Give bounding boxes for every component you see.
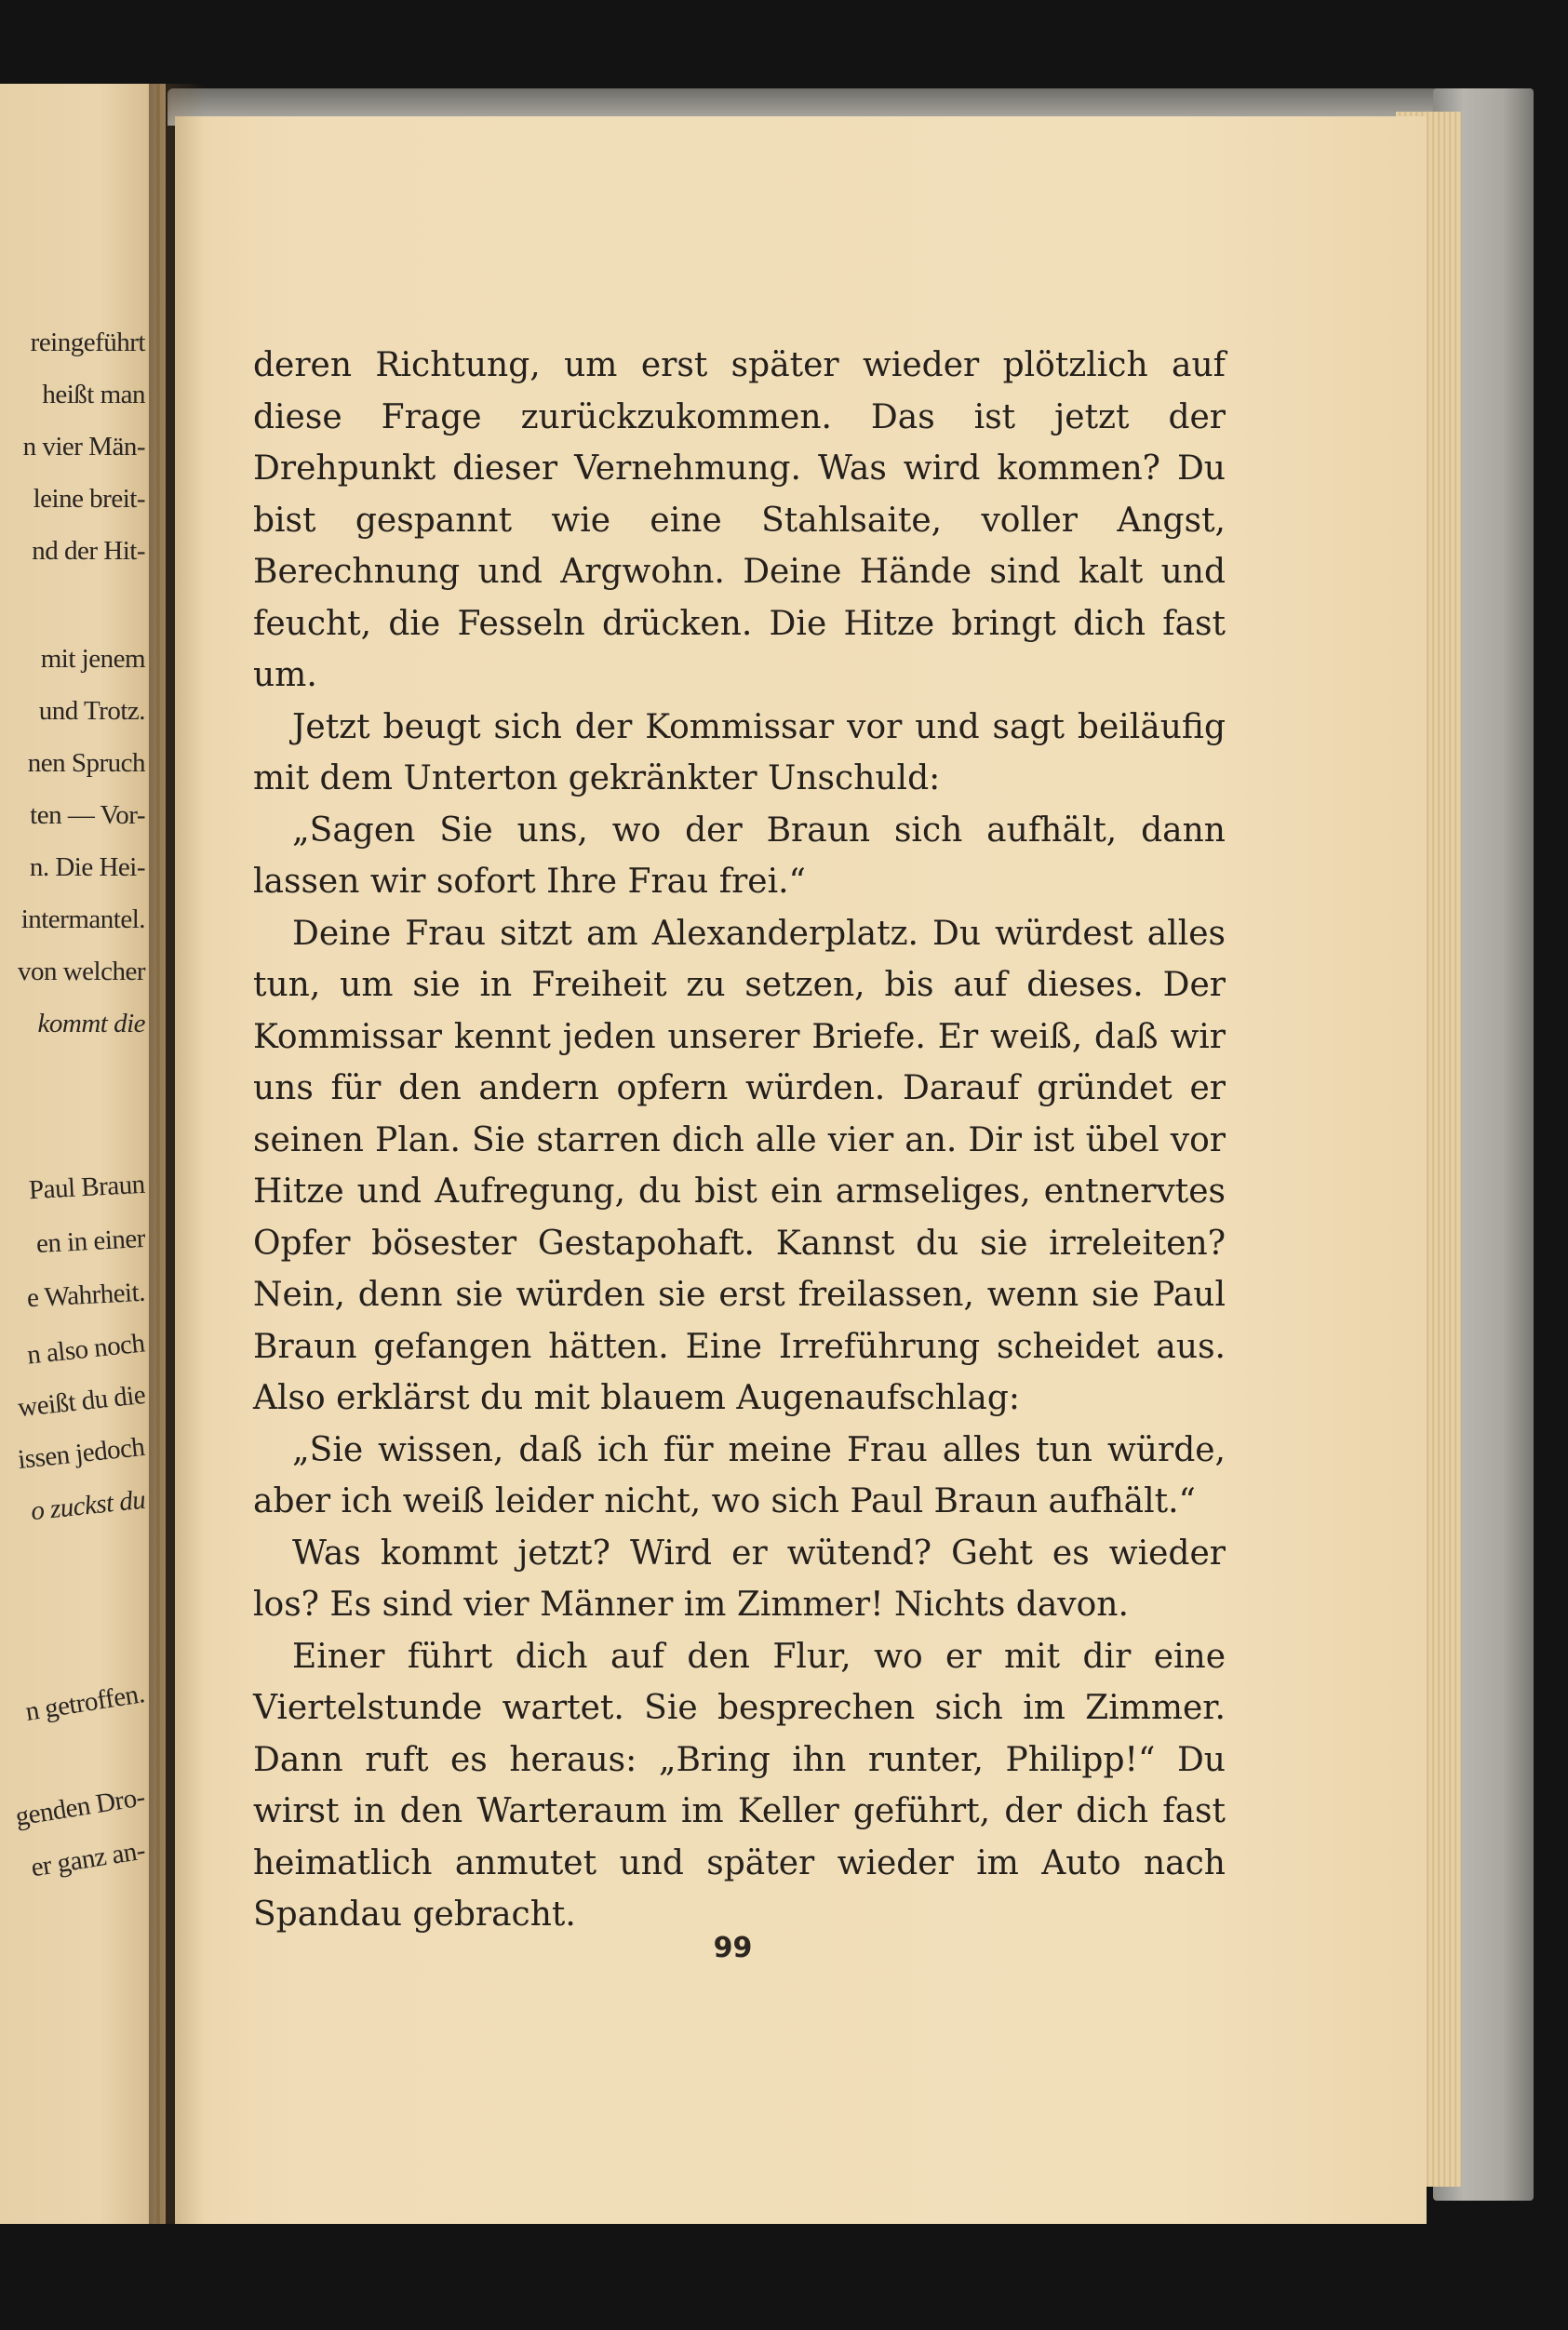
left-page-line: ten — Vor-: [30, 800, 145, 830]
left-page-line: genden Dro-: [13, 1782, 147, 1832]
paragraph: Einer führt dich auf den Flur, wo er mit dir eine Viertelstunde wartet. Sie besprechen sich im Zimmer. Dann ruft es heraus: „Bring ihn runter, Philipp!“ Du wirst in den Warteraum im Keller geführt, der dich fast heimatlich anmutet und später wieder im Auto nach Spandau gebracht.: [253, 1637, 1226, 1934]
paragraph: Was kommt jetzt? Wird er wütend? Geht es wieder los? Es sind vier Männer im Zimmer! Nichts davon.: [253, 1533, 1226, 1624]
paragraph: deren Richtung, um erst später wieder plötzlich auf diese Frage zurückzukommen. Das ist jetzt der Drehpunkt dieser Vernehmung. Was wird kommen? Du bist gespannt wie eine Stahlsaite, voller Angst, Berechnung und Argwohn. Deine Hände sind kalt und feucht, die Fesseln drücken. Die Hitze bringt dich fast um.: [253, 346, 1226, 694]
left-page: [0, 84, 166, 2224]
left-page-line: kommt die: [37, 1009, 145, 1038]
paragraph: „Sie wissen, daß ich für meine Frau alles tun würde, aber ich weiß leider nicht, wo sich Paul Braun aufhält.“: [253, 1430, 1226, 1520]
left-page-line: n. Die Hei-: [29, 852, 145, 882]
left-page-line: von welcher: [17, 957, 145, 986]
left-page-line: n vier Män-: [22, 432, 145, 462]
page-number: 99: [713, 1932, 753, 1964]
left-page-line: intermantel.: [20, 904, 145, 934]
left-page-line: und Trotz.: [38, 696, 145, 726]
left-page-line: o zuckst du: [29, 1484, 147, 1527]
left-page-line: heißt man: [42, 380, 145, 409]
paragraph: „Sagen Sie uns, wo der Braun sich aufhält, dann lassen wir sofort Ihre Frau frei.“: [253, 810, 1226, 901]
left-page-line: weißt du die: [16, 1379, 147, 1424]
paragraph: Deine Frau sitzt am Alexanderplatz. Du würdest alles tun, um sie in Freiheit zu setzen, bis auf dieses. Der Kommissar kennt jeden unserer Briefe. Er weiß, daß wir uns für den andern opfern würden. Darauf gründet er seinen Plan. Sie starren dich alle vier an. Dir ist übel vor Hitze und Aufregung, du bist ein armseliges, entnervtes Opfer bösester Gestapohaft. Kannst du sie irreleiten? Nein, denn sie würden sie erst freilassen, wenn sie Paul Braun gefangen hätten. Eine Irreführung scheidet aus. Also erklärst du mit blauem Augenaufschlag:: [253, 914, 1226, 1417]
left-page-line: n getroffen.: [23, 1679, 147, 1727]
left-page-line: nen Spruch: [27, 748, 145, 778]
left-page-line: mit jenem: [40, 644, 145, 674]
left-page-line: e Wahrheit.: [26, 1277, 146, 1314]
left-page-line: leine breit-: [33, 484, 145, 514]
paragraph: Jetzt beugt sich der Kommissar vor und sagt beiläufig mit dem Unterton gekränkter Unschuld:: [253, 707, 1226, 797]
left-page-line: nd der Hit-: [32, 536, 145, 566]
left-page-line: reingeführt: [30, 328, 145, 357]
page-body-text: [253, 340, 1226, 1941]
left-page-line: n also noch: [26, 1328, 147, 1371]
left-page-line: en in einer: [35, 1223, 146, 1260]
left-page-line: er ganz an-: [28, 1835, 147, 1883]
left-page-line: Paul Braun: [28, 1169, 146, 1206]
binding-fold: [156, 84, 160, 2224]
left-page-line: issen jedoch: [17, 1431, 147, 1476]
